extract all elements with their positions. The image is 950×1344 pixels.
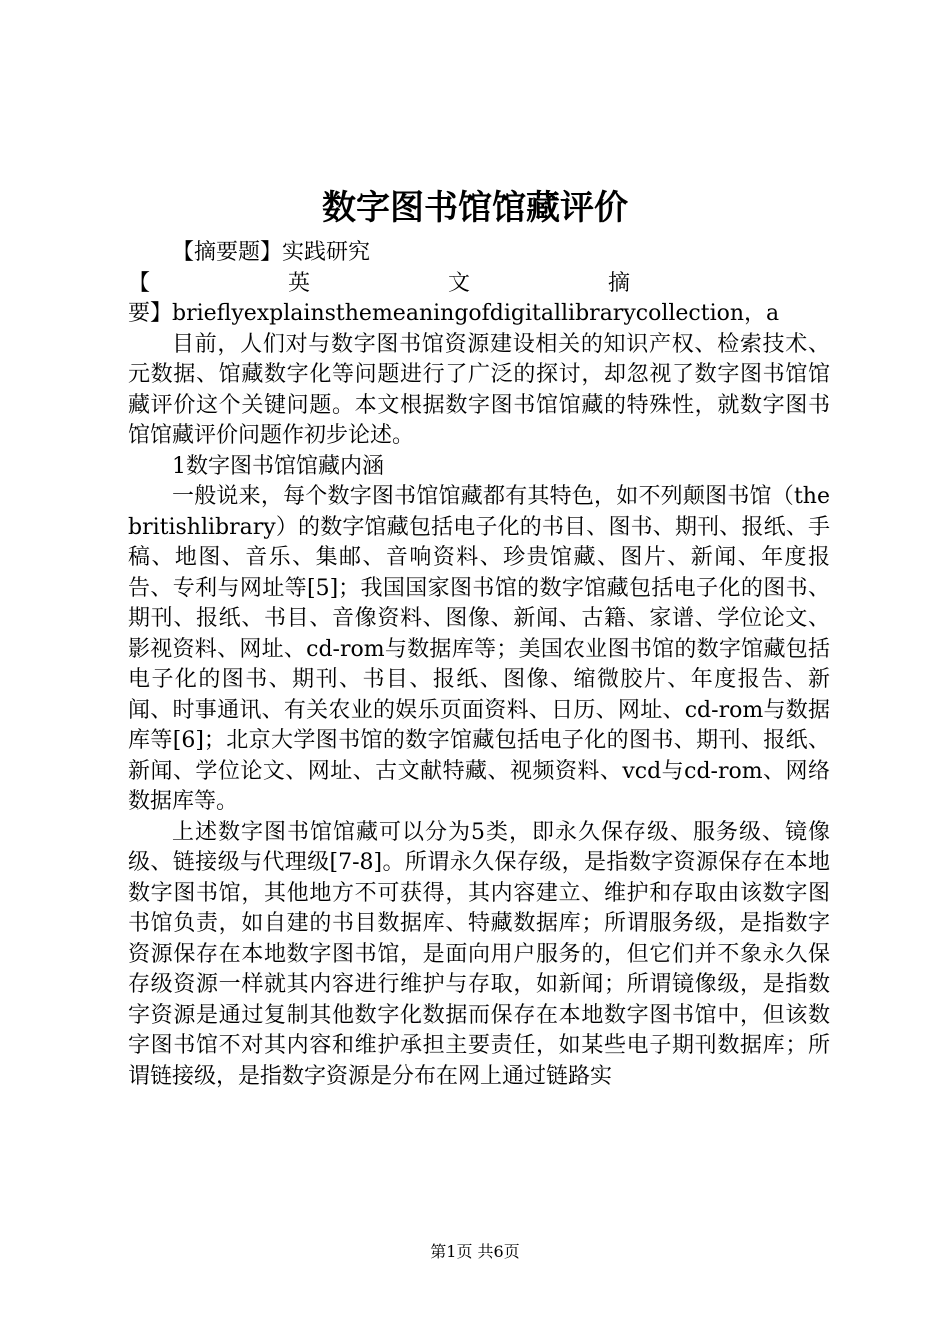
document-title: 数字图书馆馆藏评价 [322, 188, 628, 228]
document-body [128, 238, 830, 1092]
english-abstract-heading-text: 【 英 文 摘 [128, 270, 689, 296]
english-abstract-text: 要】brieflyexplainsthemeaningofdigitallibrarycollection，a [128, 301, 780, 326]
english-abstract-heading [128, 269, 830, 300]
section-heading-1: 1数字图书馆馆藏内涵 [172, 453, 384, 479]
page-footer: 第1页 共6页 [430, 1242, 520, 1261]
paragraph-intro: 目前，人们对与数字图书馆资源建设相关的知识产权、检索技术、元数据、馆藏数字化等问题进行了广泛的探讨，却忽视了数字图书馆馆藏评价这个关键问题。本文根据数字图书馆馆藏的特殊性，就数字图书馆馆藏评价问题作初步论述。 [128, 331, 830, 448]
paragraph-levels: 上述数字图书馆馆藏可以分为5类，即永久保存级、服务级、镜像级、链接级与代理级[7-8]。所谓永久保存级，是指数字资源保存在本地数字图书馆，其他地方不可获得，其内容建立、维护和存取由该数字图书馆负责，如自建的书目数据库、特藏数据库；所谓服务级，是指数字资源保存在本地数字图书馆，是面向用户服务的，但它们并不象永久保存级资源一样就其内容进行维护与存取，如新闻；所谓镜像级，是指数字资源是通过复制其他数字化数据而保存在本地数字图书馆中，但该数字图书馆不对其内容和维护承担主要责任，如某些电子期刊数据库；所谓链接级，是指数字资源是分布在网上通过链路实 [128, 819, 830, 1089]
abstract-label: 【摘要题】实践研究 [172, 240, 371, 265]
paragraph-collections: 一般说来，每个数字图书馆馆藏都有其特色，如不列颠图书馆（thebritishlibrary）的数字馆藏包括电子化的书目、图书、期刊、报纸、手稿、地图、音乐、集邮、音响资料、珍贵馆藏、图片、新闻、年度报告、专利与网址等[5]；我国国家图书馆的数字馆藏包括电子化的图书、期刊、报纸、书目、音像资料、图像、新闻、古籍、家谱、学位论文、影视资料、网址、cd-rom与数据库等；美国农业图书馆的数字馆藏包括电子化的图书、期刊、书目、报纸、图像、缩微胶片、年度报告、新闻、时事通讯、有关农业的娱乐页面资料、日历、网址、cd-rom与数据库等[6]；北京大学图书馆的数字馆藏包括电子化的图书、期刊、报纸、新闻、学位论文、网址、古文献特藏、视频资料、vcd与cd-rom、网络数据库等。 [128, 484, 830, 814]
